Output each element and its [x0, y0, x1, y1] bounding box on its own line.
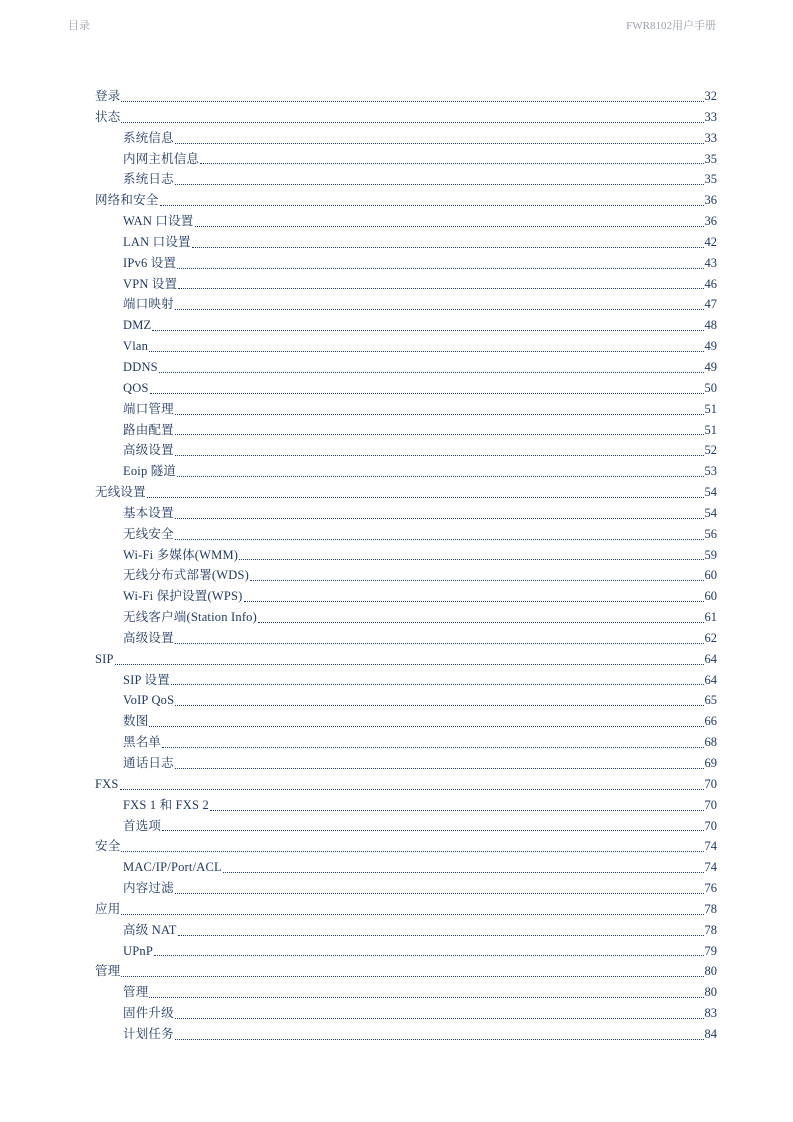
- toc-entry-label: 黑名单: [123, 735, 162, 750]
- toc-page-number: 65: [704, 693, 717, 708]
- toc-dot-leader: [175, 143, 704, 144]
- page-header: [68, 17, 716, 33]
- toc-dot-leader: [175, 643, 704, 644]
- toc-page-number: 83: [704, 1006, 717, 1021]
- toc-page-number: 52: [704, 443, 717, 458]
- toc-entry-label: 路由配置: [123, 422, 174, 437]
- toc-subsection-entry[interactable]: [95, 274, 717, 295]
- toc-page-number: 51: [704, 401, 717, 416]
- toc-page-number: 36: [704, 193, 717, 208]
- toc-dot-leader: [178, 935, 704, 936]
- toc-dot-leader: [175, 768, 704, 769]
- toc-section-entry[interactable]: [95, 961, 717, 982]
- toc-page-number: 36: [704, 214, 717, 229]
- toc-subsection-entry[interactable]: [95, 378, 717, 399]
- toc-page-number: 64: [704, 651, 717, 666]
- toc-entry-label: Vlan: [123, 339, 149, 354]
- toc-entry-label: 计划任务: [123, 1026, 174, 1041]
- toc-dot-leader: [177, 268, 703, 269]
- toc-entry-label: FXS: [95, 776, 119, 791]
- toc-page-number: 60: [704, 568, 717, 583]
- toc-dot-leader: [162, 747, 703, 748]
- toc-dot-leader: [175, 434, 704, 435]
- toc-subsection-entry[interactable]: [95, 399, 717, 420]
- toc-entry-label: 高级设置: [123, 443, 174, 458]
- toc-page-number: 70: [704, 776, 717, 791]
- toc-subsection-entry[interactable]: [95, 128, 717, 149]
- toc-subsection-entry[interactable]: [95, 816, 717, 837]
- toc-page-number: 64: [704, 672, 717, 687]
- toc-page-number: 78: [704, 901, 717, 916]
- toc-entry-label: 无线客户端(Station Info): [123, 610, 257, 625]
- toc-entry-label: 管理: [123, 985, 149, 1000]
- toc-entry-label: FXS 1 和 FXS 2: [123, 797, 209, 812]
- toc-page-number: 56: [704, 526, 717, 541]
- toc-dot-leader: [175, 1039, 704, 1040]
- toc-section-entry[interactable]: [95, 649, 717, 670]
- toc-subsection-entry[interactable]: [95, 586, 717, 607]
- toc-entry-label: 无线设置: [95, 485, 146, 500]
- toc-entry-label: Wi-Fi 保护设置(WPS): [123, 589, 243, 604]
- toc-dot-leader: [258, 622, 704, 623]
- toc-entry-label: 网络和安全: [95, 193, 159, 208]
- toc-page-number: 59: [704, 547, 717, 562]
- toc-page-number: 42: [704, 234, 717, 249]
- toc-page-number: 74: [704, 839, 717, 854]
- toc-dot-leader: [120, 789, 704, 790]
- toc-entry-label: 状态: [95, 109, 121, 124]
- toc-subsection-entry[interactable]: [95, 711, 717, 732]
- toc-dot-leader: [162, 830, 703, 831]
- toc-subsection-entry[interactable]: [95, 211, 717, 232]
- toc-entry-label: SIP 设置: [123, 672, 170, 687]
- toc-entry-label: IPv6 设置: [123, 255, 177, 270]
- toc-subsection-entry[interactable]: [95, 545, 717, 566]
- toc-page-number: 35: [704, 151, 717, 166]
- toc-entry-label: 通话日志: [123, 756, 174, 770]
- toc-subsection-entry[interactable]: [95, 690, 717, 711]
- toc-page-number: 35: [704, 172, 717, 187]
- toc-entry-label: 系统日志: [123, 172, 174, 187]
- toc-page-number: 60: [704, 589, 717, 604]
- toc-subsection-entry[interactable]: [95, 753, 717, 774]
- toc-subsection-entry[interactable]: [95, 253, 717, 274]
- toc-dot-leader: [159, 372, 704, 373]
- toc-subsection-entry[interactable]: [95, 1024, 717, 1045]
- toc-subsection-entry[interactable]: [95, 357, 717, 378]
- table-of-contents: [95, 86, 717, 1045]
- toc-section-entry[interactable]: [95, 482, 717, 503]
- toc-entry-label: 固件升级: [123, 1006, 174, 1021]
- toc-dot-leader: [210, 810, 704, 811]
- toc-page-number: 33: [704, 109, 717, 124]
- toc-section-entry[interactable]: [95, 86, 717, 107]
- toc-section-entry[interactable]: [95, 107, 717, 128]
- toc-page-number: 54: [704, 485, 717, 500]
- toc-entry-label: 端口管理: [123, 401, 174, 416]
- toc-dot-leader: [147, 497, 704, 498]
- toc-page-number: 80: [704, 985, 717, 1000]
- toc-entry-label: 应用: [95, 901, 121, 916]
- toc-dot-leader: [150, 393, 704, 394]
- toc-dot-leader: [175, 184, 704, 185]
- toc-entry-label: 安全: [95, 839, 121, 854]
- toc-subsection-entry[interactable]: [95, 920, 717, 941]
- toc-entry-label: 无线安全: [123, 526, 174, 541]
- toc-subsection-entry[interactable]: [95, 503, 717, 524]
- toc-dot-leader: [175, 539, 704, 540]
- toc-page-number: 46: [704, 276, 717, 291]
- toc-subsection-entry[interactable]: [95, 149, 717, 170]
- toc-entry-label: DMZ: [123, 318, 152, 333]
- toc-subsection-entry[interactable]: [95, 524, 717, 545]
- toc-entry-label: 数图: [123, 714, 149, 729]
- toc-page-number: 70: [704, 818, 717, 833]
- toc-page-number: 32: [704, 89, 717, 103]
- toc-subsection-entry[interactable]: [95, 878, 717, 899]
- toc-subsection-entry[interactable]: [95, 294, 717, 315]
- toc-entry-label: Wi-Fi 多媒体(WMM): [123, 547, 239, 562]
- toc-subsection-entry[interactable]: [95, 420, 717, 441]
- toc-subsection-entry[interactable]: [95, 607, 717, 628]
- toc-entry-label: 高级设置: [123, 630, 174, 645]
- toc-page-number: 47: [704, 297, 717, 312]
- toc-page-number: 51: [704, 422, 717, 437]
- toc-page-number: 84: [704, 1026, 717, 1041]
- toc-entry-label: 首选项: [123, 818, 162, 833]
- toc-subsection-entry[interactable]: [95, 982, 717, 1003]
- toc-entry-label: DDNS: [123, 359, 158, 374]
- toc-page-number: 78: [704, 922, 717, 937]
- toc-entry-label: Eoip 隧道: [123, 464, 177, 479]
- toc-dot-leader: [250, 580, 703, 581]
- toc-dot-leader: [195, 226, 704, 227]
- toc-entry-label: 高级 NAT: [123, 922, 177, 937]
- toc-entry-label: UPnP: [123, 943, 153, 958]
- toc-entry-label: 基本设置: [123, 505, 174, 520]
- toc-page-number: 49: [704, 359, 717, 374]
- toc-page-number: 74: [704, 860, 717, 875]
- toc-dot-leader: [171, 684, 704, 685]
- toc-entry-label: 无线分布式部署(WDS): [123, 568, 250, 583]
- toc-page-number: 76: [704, 881, 717, 896]
- toc-dot-leader: [244, 601, 704, 602]
- toc-entry-label: 端口映射: [123, 297, 174, 312]
- header-document-title: FWR8102用户手册: [626, 20, 716, 32]
- toc-page-number: 69: [704, 756, 717, 770]
- toc-dot-leader: [121, 914, 703, 915]
- toc-entry-label: VoIP QoS: [123, 693, 175, 708]
- toc-dot-leader: [200, 163, 703, 164]
- toc-page-number: 70: [704, 797, 717, 812]
- toc-section-entry[interactable]: [95, 836, 717, 857]
- toc-section-entry[interactable]: [95, 190, 717, 211]
- toc-page-number: 53: [704, 464, 717, 479]
- toc-dot-leader: [175, 1018, 704, 1019]
- toc-subsection-entry[interactable]: [95, 941, 717, 962]
- toc-dot-leader: [160, 205, 704, 206]
- toc-dot-leader: [178, 288, 703, 289]
- toc-subsection-entry[interactable]: [95, 336, 717, 357]
- toc-subsection-entry[interactable]: [95, 1003, 717, 1024]
- toc-page-number: 43: [704, 255, 717, 270]
- toc-dot-leader: [121, 101, 703, 102]
- toc-page-number: 62: [704, 630, 717, 645]
- toc-entry-label: MAC/IP/Port/ACL: [123, 860, 222, 875]
- toc-dot-leader: [121, 976, 703, 977]
- toc-dot-leader: [177, 476, 703, 477]
- toc-dot-leader: [154, 955, 704, 956]
- toc-entry-label: 管理: [95, 964, 121, 979]
- toc-dot-leader: [175, 518, 704, 519]
- toc-subsection-entry[interactable]: [95, 169, 717, 190]
- toc-page-number: 66: [704, 714, 717, 729]
- toc-dot-leader: [175, 705, 703, 706]
- header-section-title: 目录: [68, 20, 90, 32]
- toc-dot-leader: [149, 997, 703, 998]
- toc-entry-label: 内网主机信息: [123, 151, 200, 166]
- toc-entry-label: LAN 口设置: [123, 234, 191, 249]
- toc-dot-leader: [223, 872, 704, 873]
- toc-subsection-entry[interactable]: [95, 857, 717, 878]
- toc-page-number: 49: [704, 339, 717, 354]
- toc-entry-label: SIP: [95, 651, 114, 666]
- toc-entry-label: WAN 口设置: [123, 214, 194, 229]
- toc-dot-leader: [239, 559, 703, 560]
- toc-dot-leader: [175, 414, 704, 415]
- toc-subsection-entry[interactable]: [95, 670, 717, 691]
- toc-subsection-entry[interactable]: [95, 461, 717, 482]
- toc-page-number: 50: [704, 380, 717, 395]
- toc-dot-leader: [175, 309, 704, 310]
- toc-entry-label: QOS: [123, 380, 149, 395]
- toc-page-number: 79: [704, 943, 717, 958]
- toc-page-number: 33: [704, 130, 717, 145]
- toc-entry-label: VPN 设置: [123, 276, 178, 291]
- toc-page-number: 61: [704, 610, 717, 625]
- toc-dot-leader: [149, 351, 703, 352]
- toc-page-number: 48: [704, 318, 717, 333]
- toc-subsection-entry[interactable]: [95, 440, 717, 461]
- toc-section-entry[interactable]: [95, 899, 717, 920]
- toc-dot-leader: [149, 726, 703, 727]
- toc-dot-leader: [175, 455, 704, 456]
- toc-dot-leader: [121, 851, 703, 852]
- toc-subsection-entry[interactable]: [95, 315, 717, 336]
- toc-subsection-entry[interactable]: [95, 565, 717, 586]
- toc-subsection-entry[interactable]: [95, 628, 717, 649]
- toc-entry-label: 内容过滤: [123, 881, 174, 896]
- toc-subsection-entry[interactable]: [95, 732, 717, 753]
- toc-dot-leader: [115, 664, 704, 665]
- toc-page-number: 54: [704, 505, 717, 520]
- toc-entry-label: 系统信息: [123, 130, 174, 145]
- toc-entry-label: 登录: [95, 89, 121, 103]
- toc-page-number: 68: [704, 735, 717, 750]
- toc-page-number: 80: [704, 964, 717, 979]
- toc-dot-leader: [152, 330, 703, 331]
- toc-dot-leader: [192, 247, 704, 248]
- toc-subsection-entry[interactable]: [95, 232, 717, 253]
- toc-dot-leader: [175, 893, 704, 894]
- toc-dot-leader: [121, 122, 703, 123]
- toc-subsection-entry[interactable]: [95, 795, 717, 816]
- toc-section-entry[interactable]: [95, 774, 717, 795]
